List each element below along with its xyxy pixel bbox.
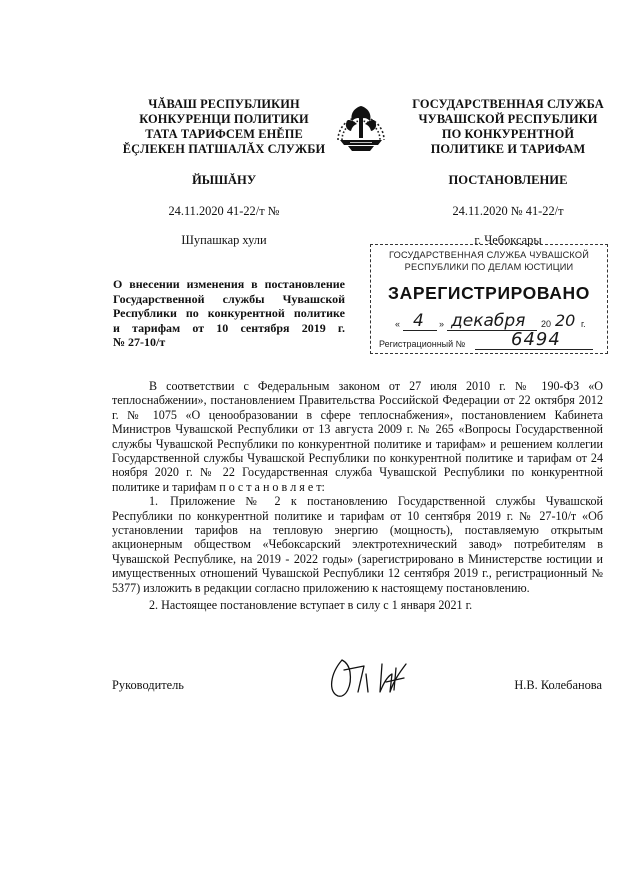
document-subject <box>113 277 345 350</box>
handwritten-signature-icon <box>322 652 418 702</box>
header-right-line: ПОЛИТИКЕ И ТАРИФАМ <box>430 142 586 156</box>
doc-type-right: ПОСТАНОВЛЕНИЕ <box>448 173 568 187</box>
stamp-line-1: ГОСУДАРСТВЕННАЯ СЛУЖБА ЧУВАШСКОЙ <box>388 250 590 260</box>
body-paragraph-1: В соответствии с Федеральным законом от 27 июля 2010 г. № 190-ФЗ «О теплоснабжении», постановлением Правительства Российской Федерации от 22 октября 2012 г. № 1075 «О ценообразовании в сфере теплоснабжения», постановлением Кабинета Министров Чувашской Республики от 13 августа 2009 г. № 265 «Вопросы Государственной службы Чувашской Республики по конкурентной политике и тарифам» и решением коллегии Государственной службы Чувашской Республики по конкурентной политике и тарифам от 24 ноября 2020 г. № 22 Государственная служба Чувашской Республики по конкурентной политике и тарифам п о с т а н о в л я е т: <box>112 379 603 494</box>
doc-number-left: 24.11.2020 41-22/т № <box>168 204 280 218</box>
stamp-day-line <box>403 330 437 331</box>
header-left <box>118 97 330 157</box>
header-right-line: ПО КОНКУРЕНТНОЙ <box>441 127 575 141</box>
subject-line: и тарифам от 10 сентября 2019 г. <box>113 320 345 335</box>
subject-line: Государственной службы Чувашской <box>113 291 345 306</box>
stamp-reg-line <box>475 349 593 350</box>
signer-position: Руководитель <box>112 678 184 692</box>
stamp-line-2: РЕСПУБЛИКИ ПО ДЕЛАМ ЮСТИЦИИ <box>404 262 574 272</box>
subject-line: № 27-10/т <box>113 335 166 350</box>
doc-type-left: ЙЫШĂНУ <box>191 173 257 187</box>
subject-line: О внесении изменения в постановление <box>113 277 345 291</box>
stamp-reg-label: Регистрационный № <box>379 339 466 349</box>
header-left-line: ЧĂВАШ РЕСПУБЛИКИН <box>148 97 300 111</box>
header-left-line: КОНКУРЕНЦИ ПОЛИТИКИ <box>139 112 309 126</box>
stamp-year-suffix: 20 <box>555 311 576 330</box>
registration-stamp <box>370 244 608 354</box>
city-left: Шупашкар хули <box>181 233 267 247</box>
body-paragraph-2: 1. Приложение № 2 к постановлению Государственной службы Чувашской Республики по конкурентной политике и тарифам от 10 сентября 2019 г. № 27-10/т «Об установлении тарифов на тепловую энергию (мощность), поставляемую открытым акционерным обществом «Чебоксарский электротехнический завод» потребителям в Чувашской Республике, на 2019 - 2022 годы» (зарегистрировано в Министерстве юстиции и имущественных отношений Чувашской Республики 12 сентября 2019 г., регистрационный № 5377) изложить в редакции согласно приложению к настоящему постановлению. <box>112 494 603 595</box>
stamp-registered: ЗАРЕГИСТРИРОВАНО <box>388 283 590 303</box>
header-left-line: ĔÇЛЕКЕН ПАТШАЛĂХ СЛУЖБИ <box>122 142 326 156</box>
subject-line: Республики по конкурентной политике <box>113 306 345 321</box>
header-right-line: ГОСУДАРСТВЕННАЯ СЛУЖБА <box>412 97 604 111</box>
doc-number-right: 24.11.2020 № 41-22/т <box>452 204 564 218</box>
stamp-quote-close: » <box>439 319 445 329</box>
stamp-month: декабря <box>451 311 526 331</box>
document-body <box>112 379 603 613</box>
header-right <box>408 97 608 157</box>
chuvashia-emblem-icon <box>330 96 392 154</box>
stamp-day: 4 <box>413 311 424 331</box>
signer-name: Н.В. Колебанова <box>514 678 602 692</box>
stamp-year-unit: г. <box>581 319 586 329</box>
stamp-reg-number: 6494 <box>511 329 561 350</box>
stamp-quote-open: « <box>395 319 401 329</box>
city-right: г. Чебоксары <box>474 233 542 247</box>
stamp-year-prefix: 20 <box>541 319 552 329</box>
header-left-line: ТАТА ТАРИФСЕМ ЕНĚПЕ <box>145 127 303 141</box>
header-right-line: ЧУВАШСКОЙ РЕСПУБЛИКИ <box>418 112 598 126</box>
body-paragraph-3: 2. Настоящее постановление вступает в силу с 1 января 2021 г. <box>149 598 473 613</box>
